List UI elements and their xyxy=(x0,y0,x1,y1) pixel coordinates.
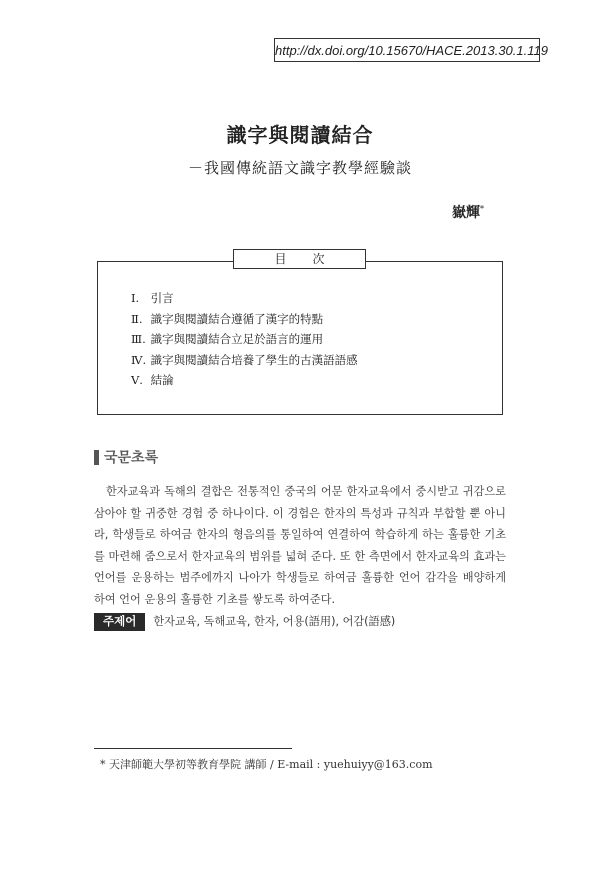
toc-item xyxy=(131,350,358,371)
heading-bar xyxy=(94,450,99,465)
toc-item xyxy=(131,309,358,330)
footnote-divider xyxy=(94,748,292,749)
toc-list xyxy=(131,288,358,391)
toc-item-number: Ⅲ. xyxy=(131,332,146,346)
toc-item-number: Ⅴ. xyxy=(131,373,143,387)
author-footnote-mark: * xyxy=(480,204,484,214)
keywords-row xyxy=(94,613,395,631)
toc-item-text: 識字與閱讀結合立足於語言的運用 xyxy=(150,332,324,346)
toc-heading: 目次 xyxy=(233,249,366,269)
toc-item-number: Ⅳ. xyxy=(131,352,147,367)
toc-item-text: 引言 xyxy=(150,291,174,305)
toc-item-text: 結論 xyxy=(150,373,174,387)
author-name-text: 嶽輝 xyxy=(452,205,480,221)
paper-title: 識字與閱讀結合 xyxy=(226,123,374,147)
abstract-heading-text: 국문초록 xyxy=(104,449,159,465)
toc-item-text: 識字與閱讀結合遵循了漢字的特點 xyxy=(150,311,324,326)
keywords-text: 한자교육, 독해교육, 한자, 어용(語用), 어감(語感) xyxy=(153,615,396,628)
keywords-label: 주제어 xyxy=(94,613,145,631)
toc-item xyxy=(131,329,358,350)
toc-item-number: Ⅱ. xyxy=(131,311,143,326)
paper-subtitle: －我國傳統語文識字教學經驗談 xyxy=(187,159,412,177)
doi-link[interactable]: http://dx.doi.org/10.15670/HACE.2013.30.1.119 xyxy=(274,38,540,62)
toc-item xyxy=(131,288,358,309)
toc-item-number: Ⅰ. xyxy=(131,291,140,305)
author-name xyxy=(452,202,484,222)
toc-item xyxy=(131,370,358,391)
footnote: * 天津師範大學初等教育學院 講師 / E-mail : yuehuiyy@163.com xyxy=(100,758,433,771)
abstract-body: 한자교육과 독해의 결합은 전통적인 중국의 어문 한자교육에서 중시받고 귀감으로 삼아야 할 귀중한 경험 중 하나이다. 이 경험은 한자의 특성과 규칙과 부합할 뿐 아니라, 학생들로 하여금 한자의 형음의를 통일하여 연결하여 학습하게 하는 훌륭한 기초를 마련해 줌으로서 한자교육의 범위를 넓혀 준다. 또 한 측면에서 한자교육의 효과는 언어를 운용하는 범주에까지 나아가 학생들로 하여금 훌륭한 언어 감각을 배양하게 하여 언어 운용의 훌륭한 기초를 쌓도록 하여준다. xyxy=(94,485,506,606)
toc-item-text: 識字與閱讀結合培養了學生的古漢語語感 xyxy=(150,352,358,367)
